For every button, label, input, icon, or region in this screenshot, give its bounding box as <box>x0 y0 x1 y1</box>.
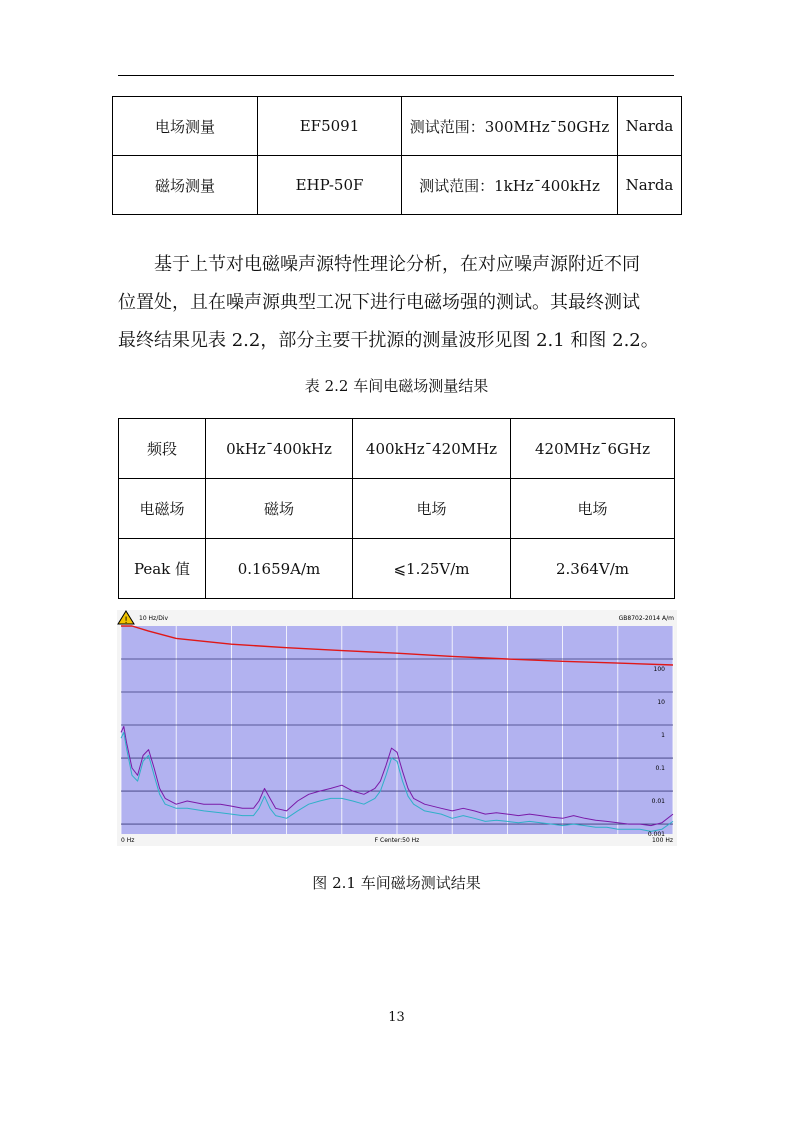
table-cell: 420MHz¯6GHz <box>511 419 675 479</box>
table-row <box>119 479 675 539</box>
table-cell: ⩽1.25V/m <box>353 539 511 599</box>
x-tick-label: 100 Hz <box>651 837 673 844</box>
y-tick-label: 0.001 <box>647 831 665 839</box>
figure-caption: 图 2.1 车间磁场测试结果 <box>312 874 481 892</box>
header-rule <box>118 75 674 76</box>
y-tick-label: 10 <box>657 699 665 707</box>
table-cell: 磁场测量 <box>113 156 258 215</box>
table-cell: 测试范围：1kHz¯400kHz <box>402 156 618 215</box>
table-cell: Peak 值 <box>119 539 206 599</box>
paragraph-line: 基于上节对电磁噪声源特性理论分析，在对应噪声源附近不同 <box>154 254 640 275</box>
table-cell: Narda <box>618 97 682 156</box>
magnetic-field-spectrum-chart <box>117 610 677 846</box>
table-cell: EHP-50F <box>258 156 402 215</box>
table-row <box>119 419 675 479</box>
table-cell: 0.1659A/m <box>206 539 353 599</box>
results-table <box>118 418 675 599</box>
svg-text:!: ! <box>124 616 128 626</box>
table-cell: EF5091 <box>258 97 402 156</box>
table-cell: 磁场 <box>206 479 353 539</box>
x-tick-label: F Center:50 Hz <box>374 837 420 844</box>
table-cell: Narda <box>618 156 682 215</box>
table-caption: 表 2.2 车间电磁场测量结果 <box>304 377 489 395</box>
equipment-table <box>112 96 682 215</box>
y-tick-label: 0.1 <box>655 765 665 773</box>
y-tick-label: 0.01 <box>651 798 665 806</box>
body-paragraph <box>118 246 678 360</box>
table-cell: 频段 <box>119 419 206 479</box>
table-row <box>113 97 682 156</box>
table-cell: 400kHz¯420MHz <box>353 419 511 479</box>
table-cell: 测试范围：300MHz¯50GHz <box>402 97 618 156</box>
table-cell: 2.364V/m <box>511 539 675 599</box>
page-number: 13 <box>388 1010 405 1025</box>
table-cell: 电场测量 <box>113 97 258 156</box>
table-cell: 电场 <box>511 479 675 539</box>
table-cell: 电场 <box>353 479 511 539</box>
top-right-label: GB8702-2014 A/m <box>618 615 674 622</box>
paragraph-line: 位置处，且在噪声源典型工况下进行电磁场强的测试。其最终测试 <box>118 292 640 313</box>
x-tick-label: 0 Hz <box>121 837 135 844</box>
paragraph-line: 最终结果见表 2.2，部分主要干扰源的测量波形见图 2.1 和图 2.2。 <box>118 330 659 351</box>
top-left-label: 10 Hz/Div <box>139 615 169 622</box>
table-row <box>113 156 682 215</box>
table-cell: 电磁场 <box>119 479 206 539</box>
y-tick-label: 1 <box>661 732 665 740</box>
y-tick-label: 100 <box>653 666 665 674</box>
table-cell: 0kHz¯400kHz <box>206 419 353 479</box>
table-row <box>119 539 675 599</box>
